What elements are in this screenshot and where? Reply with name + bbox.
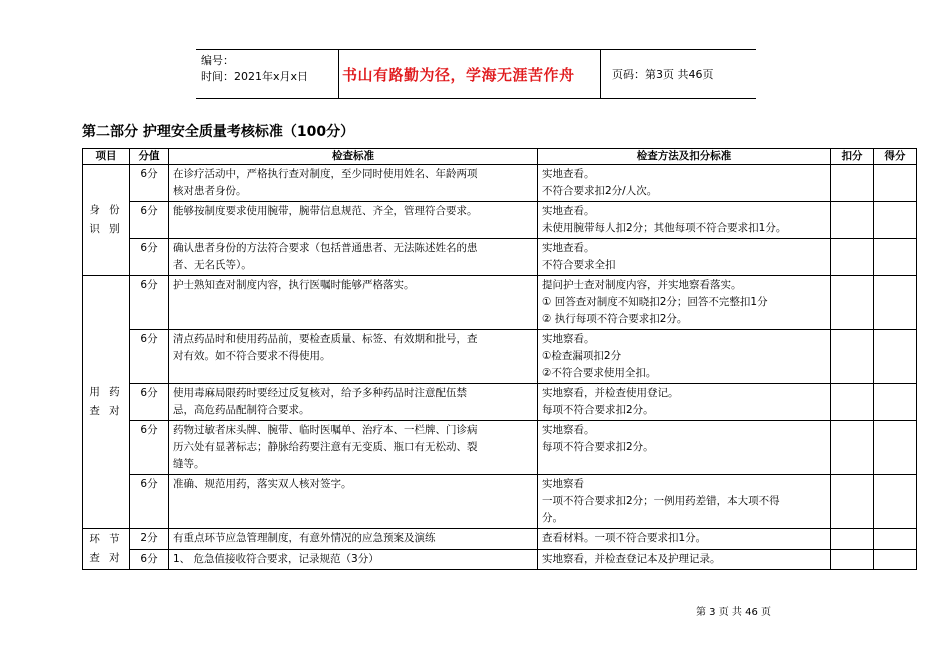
standard-cell — [169, 330, 538, 384]
obtained-cell[interactable] — [874, 475, 917, 529]
header-code-label: 编号： — [201, 54, 234, 67]
method-line: 实地察看，并检查登记本及护理记录。 — [542, 552, 721, 565]
obtained-cell[interactable] — [874, 384, 917, 421]
header-date-label: 时间：2021年x月x日 — [201, 70, 309, 83]
table-row — [83, 549, 917, 570]
score-cell: 6分 — [130, 384, 169, 421]
section-title: 第二部分 护理安全质量考核标准（100分） — [82, 124, 355, 140]
method-line: 不符合要求扣2分/人次。 — [542, 185, 658, 197]
deduction-cell[interactable] — [831, 529, 874, 550]
header-deduction: 扣分 — [831, 149, 874, 165]
method-cell — [538, 202, 831, 239]
deduction-cell[interactable] — [831, 165, 874, 202]
table-row — [83, 330, 917, 384]
item-text: 查 对 — [89, 405, 123, 417]
standard-line: 确认患者身份的方法符合要求（包括普通患者、无法陈述姓名的患 — [173, 242, 478, 254]
obtained-cell[interactable] — [874, 165, 917, 202]
obtained-cell[interactable] — [874, 239, 917, 276]
standard-cell — [169, 421, 538, 475]
standard-cell — [169, 529, 538, 550]
method-line: ① 回答查对制度不知晓扣2分；回答不完整扣1分 — [542, 296, 768, 308]
standard-line: 使用毒麻局限药时要经过反复核对，给予多种药品时注意配伍禁 — [173, 387, 467, 399]
header-motto: 书山有路勤为径，学海无涯苦作舟 — [342, 66, 575, 84]
standard-cell — [169, 165, 538, 202]
method-line: 未使用腕带每人扣2分；其他每项不符合要求扣1分。 — [542, 222, 787, 234]
standard-line: 1、 危急值接收符合要求，记录规范（3分） — [173, 552, 379, 565]
method-line: 查看材料。一项不符合要求扣1分。 — [542, 532, 707, 544]
table-row — [83, 202, 917, 239]
header-divider — [338, 50, 339, 98]
table-row — [83, 421, 917, 475]
obtained-cell[interactable] — [874, 276, 917, 330]
obtained-cell[interactable] — [874, 549, 917, 570]
method-cell — [538, 549, 831, 570]
standard-cell — [169, 202, 538, 239]
item-cell — [83, 529, 130, 570]
method-line: 提问护士查对制度内容，并实地察看落实。 — [542, 279, 742, 291]
item-cell — [83, 165, 130, 276]
standard-cell — [169, 549, 538, 570]
method-line: 实地察看 — [542, 478, 584, 490]
header-method: 检查方法及扣分标准 — [538, 149, 831, 165]
table-row — [83, 165, 917, 202]
table-row — [83, 384, 917, 421]
score-cell: 2分 — [130, 529, 169, 550]
method-cell — [538, 165, 831, 202]
method-cell — [538, 330, 831, 384]
standard-line: 在诊疗活动中，严格执行查对制度，至少同时使用姓名、年龄两项 — [173, 168, 478, 180]
method-line: 分。 — [542, 512, 563, 524]
method-line: ①检查漏项扣2分 — [542, 350, 622, 362]
standard-line: 缝等。 — [173, 458, 205, 470]
item-cell — [83, 276, 130, 529]
standard-cell — [169, 239, 538, 276]
obtained-cell[interactable] — [874, 330, 917, 384]
header-item: 项目 — [83, 149, 130, 165]
method-line: 实地查看。 — [542, 168, 595, 180]
table-header-row — [83, 149, 917, 165]
standard-cell — [169, 276, 538, 330]
standard-line: 有重点环节应急管理制度，有意外情况的应急预案及演练 — [173, 532, 436, 544]
method-line: 实地察看。 — [542, 333, 595, 345]
method-line: ②不符合要求使用全扣。 — [542, 367, 657, 379]
method-line: 实地察看。 — [542, 424, 595, 436]
table-row — [83, 529, 917, 550]
score-cell: 6分 — [130, 239, 169, 276]
standard-cell — [169, 475, 538, 529]
method-line: 实地察看，并检查使用登记。 — [542, 387, 679, 399]
method-line: 不符合要求全扣 — [542, 259, 616, 271]
page-footer: 第 3 页 共 46 页 — [696, 607, 771, 618]
standard-line: 能够按制度要求使用腕带，腕带信息规范、齐全，管理符合要求。 — [173, 205, 478, 217]
standard-line: 历六处有显著标志；静脉给药要注意有无变质、瓶口有无松动、裂 — [173, 441, 478, 453]
item-text: 识 别 — [89, 223, 123, 235]
score-cell: 6分 — [130, 276, 169, 330]
standard-line: 者、无名氏等）。 — [173, 259, 252, 271]
standard-line: 忌，高危药品配制符合要求。 — [173, 404, 310, 416]
method-cell — [538, 239, 831, 276]
deduction-cell[interactable] — [831, 239, 874, 276]
deduction-cell[interactable] — [831, 276, 874, 330]
item-text: 查 对 — [89, 552, 123, 564]
score-cell: 6分 — [130, 475, 169, 529]
item-text: 身 份 — [89, 204, 123, 216]
standard-line: 护士熟知查对制度内容，执行医嘱时能够严格落实。 — [173, 279, 415, 291]
score-cell: 6分 — [130, 549, 169, 570]
deduction-cell[interactable] — [831, 549, 874, 570]
deduction-cell[interactable] — [831, 202, 874, 239]
standard-line: 清点药品时和使用药品前，要检查质量、标签、有效期和批号，查 — [173, 333, 478, 345]
method-line: 每项不符合要求扣2分。 — [542, 441, 654, 453]
method-cell — [538, 475, 831, 529]
standard-cell — [169, 384, 538, 421]
header-standard: 检查标准 — [169, 149, 538, 165]
score-cell: 6分 — [130, 330, 169, 384]
assessment-table — [82, 148, 917, 570]
standard-line: 准确、规范用药，落实双人核对签字。 — [173, 478, 352, 490]
method-line: ② 执行每项不符合要求扣2分。 — [542, 313, 688, 325]
standard-line: 药物过敏者床头牌、腕带、临时医嘱单、治疗本、一栏牌、门诊病 — [173, 424, 478, 436]
header-score: 分值 — [130, 149, 169, 165]
deduction-cell[interactable] — [831, 475, 874, 529]
method-line: 每项不符合要求扣2分。 — [542, 404, 654, 416]
header-obtained: 得分 — [874, 149, 917, 165]
method-cell — [538, 529, 831, 550]
standard-line: 核对患者身份。 — [173, 185, 247, 197]
table-row — [83, 276, 917, 330]
obtained-cell[interactable] — [874, 421, 917, 475]
obtained-cell[interactable] — [874, 202, 917, 239]
method-line: 实地查看。 — [542, 242, 595, 254]
table-row — [83, 475, 917, 529]
table-row — [83, 239, 917, 276]
header-page-label: 页码：第3页 共46页 — [612, 68, 714, 81]
method-cell — [538, 276, 831, 330]
deduction-cell[interactable] — [831, 330, 874, 384]
deduction-cell[interactable] — [831, 384, 874, 421]
method-line: 一项不符合要求扣2分；一例用药差错，本大项不得 — [542, 495, 780, 507]
score-cell: 6分 — [130, 202, 169, 239]
obtained-cell[interactable] — [874, 529, 917, 550]
item-text: 环 节 — [89, 533, 123, 545]
method-cell — [538, 384, 831, 421]
score-cell: 6分 — [130, 421, 169, 475]
item-text: 用 药 — [89, 386, 123, 398]
score-cell: 6分 — [130, 165, 169, 202]
standard-line: 对有效。如不符合要求不得使用。 — [173, 350, 331, 362]
method-line: 实地查看。 — [542, 205, 595, 217]
method-cell — [538, 421, 831, 475]
deduction-cell[interactable] — [831, 421, 874, 475]
header-divider — [600, 50, 601, 98]
